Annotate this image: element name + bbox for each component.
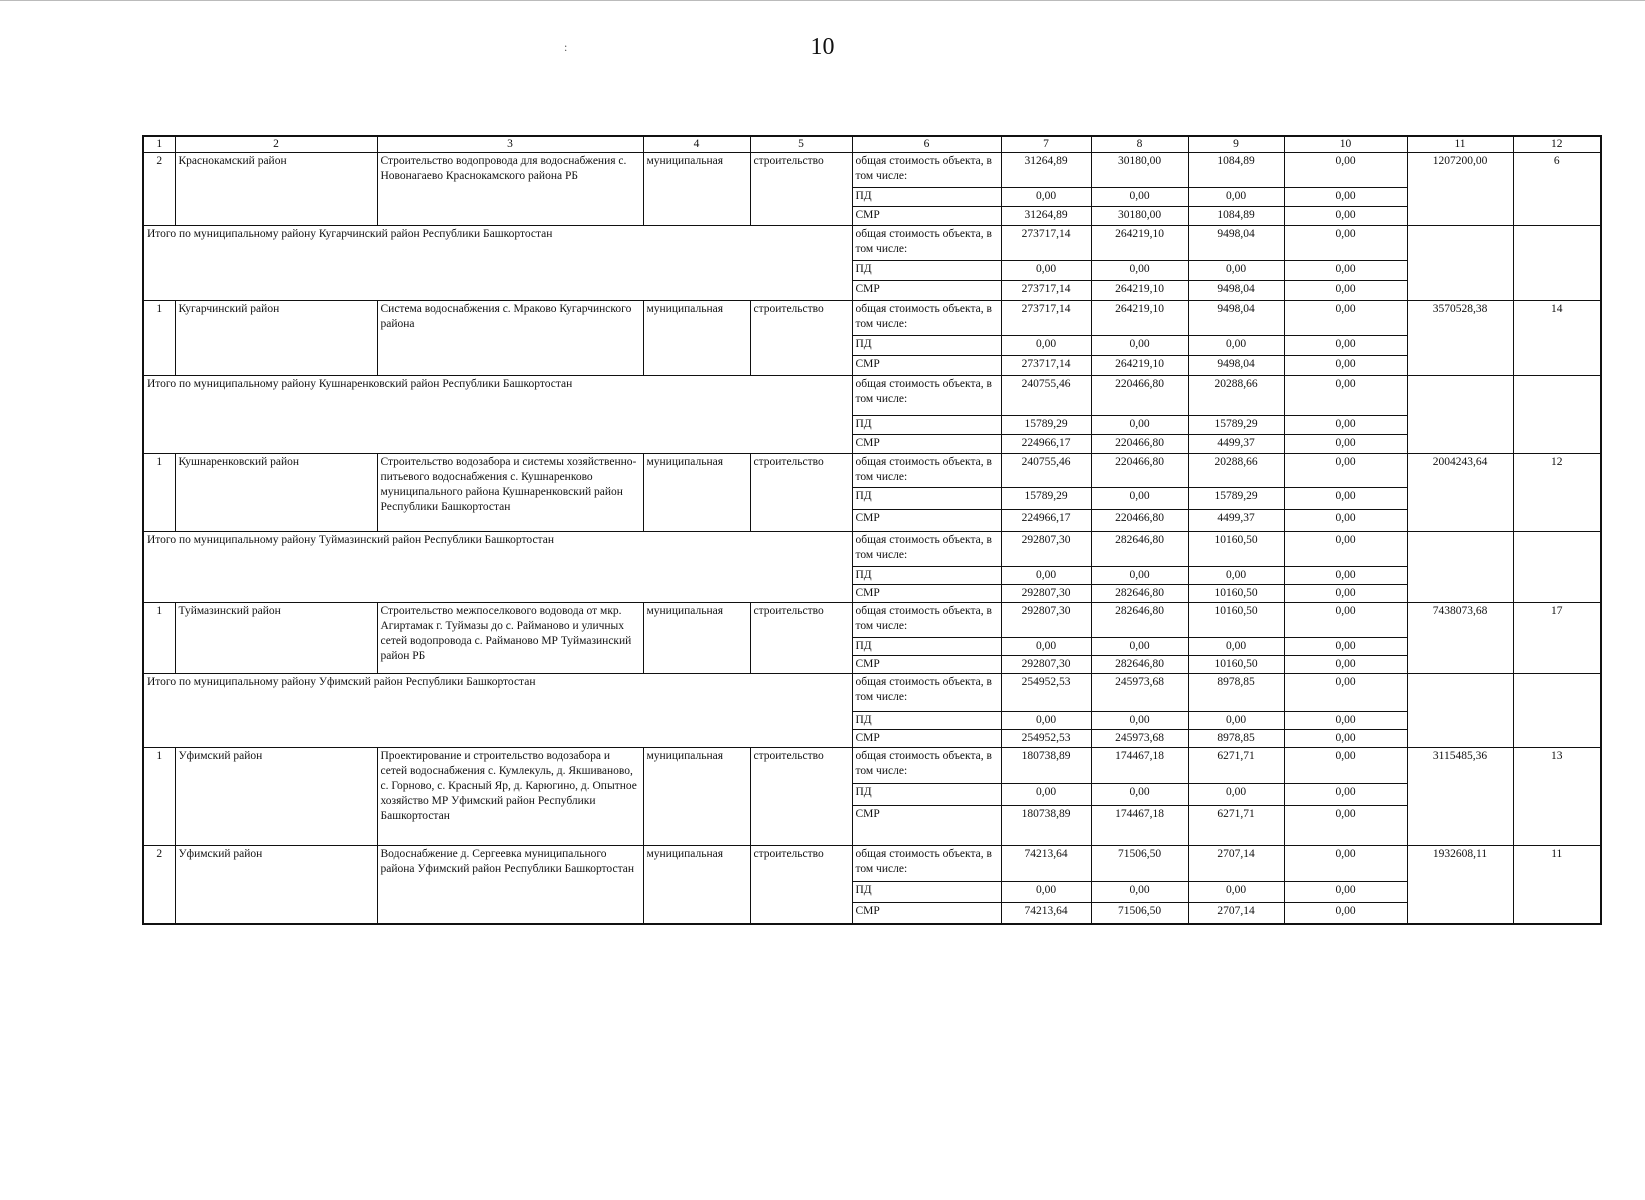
- registry-table: [142, 135, 1602, 925]
- work-type-cell: строительство: [750, 153, 852, 226]
- amount-col-10: 0,00: [1284, 488, 1407, 510]
- amount-col-9: 0,00: [1188, 638, 1284, 656]
- header-row: [143, 136, 1601, 153]
- smr-label: СМР: [852, 281, 1001, 301]
- amount-col-7: 74213,64: [1001, 846, 1091, 882]
- amount-col-8: 0,00: [1091, 784, 1188, 806]
- amount-col-10: 0,00: [1284, 376, 1407, 416]
- amount-col-8: 0,00: [1091, 336, 1188, 356]
- amount-col-10: 0,00: [1284, 301, 1407, 336]
- amount-col-8: 174467,18: [1091, 748, 1188, 784]
- amount-col-7: 273717,14: [1001, 356, 1091, 376]
- amount-col-10: 0,00: [1284, 656, 1407, 674]
- amount-col-10: 0,00: [1284, 356, 1407, 376]
- amount-col-8: 0,00: [1091, 488, 1188, 510]
- pd-label: ПД: [852, 261, 1001, 281]
- amount-col-10: 0,00: [1284, 207, 1407, 226]
- col12-empty: [1513, 226, 1601, 301]
- col11-value: 3115485,36: [1407, 748, 1513, 846]
- smr-label: СМР: [852, 730, 1001, 748]
- object-name-cell: Система водоснабжения с. Мраково Кугарчинского района: [377, 301, 643, 376]
- col11-empty: [1407, 532, 1513, 603]
- work-type-cell: строительство: [750, 748, 852, 846]
- col12-value: 6: [1513, 153, 1601, 226]
- amount-col-7: 31264,89: [1001, 153, 1091, 188]
- subtotal-row: [143, 226, 1601, 261]
- district-cell: Кугарчинский район: [175, 301, 377, 376]
- amount-col-8: 282646,80: [1091, 585, 1188, 603]
- amount-col-8: 264219,10: [1091, 356, 1188, 376]
- page-mark: :: [564, 40, 568, 54]
- amount-col-9: 10160,50: [1188, 585, 1284, 603]
- object-row: [143, 153, 1601, 188]
- amount-col-10: 0,00: [1284, 882, 1407, 903]
- amount-col-8: 30180,00: [1091, 153, 1188, 188]
- subtotal-title-cell: Итого по муниципальному району Уфимский район Республики Башкортостан: [143, 674, 852, 748]
- amount-col-8: 220466,80: [1091, 376, 1188, 416]
- col11-empty: [1407, 376, 1513, 454]
- amount-col-10: 0,00: [1284, 188, 1407, 207]
- amount-col-8: 0,00: [1091, 638, 1188, 656]
- column-header-10: 10: [1284, 136, 1407, 153]
- column-header-6: 6: [852, 136, 1001, 153]
- amount-col-7: 240755,46: [1001, 454, 1091, 488]
- ownership-cell: муниципальная: [643, 748, 750, 846]
- pd-label: ПД: [852, 567, 1001, 585]
- row-number: 2: [143, 846, 175, 924]
- amount-col-9: 0,00: [1188, 188, 1284, 207]
- amount-col-9: 9498,04: [1188, 226, 1284, 261]
- amount-col-7: 0,00: [1001, 882, 1091, 903]
- smr-label: СМР: [852, 806, 1001, 846]
- pd-label: ПД: [852, 416, 1001, 435]
- col11-value: 3570528,38: [1407, 301, 1513, 376]
- column-header-2: 2: [175, 136, 377, 153]
- amount-col-7: 74213,64: [1001, 903, 1091, 924]
- amount-col-9: 0,00: [1188, 567, 1284, 585]
- amount-col-7: 240755,46: [1001, 376, 1091, 416]
- work-type-cell: строительство: [750, 454, 852, 532]
- amount-col-9: 6271,71: [1188, 748, 1284, 784]
- column-header-8: 8: [1091, 136, 1188, 153]
- col12-value: 17: [1513, 603, 1601, 674]
- amount-col-8: 0,00: [1091, 188, 1188, 207]
- amount-col-9: 1084,89: [1188, 153, 1284, 188]
- amount-col-7: 0,00: [1001, 567, 1091, 585]
- amount-col-7: 254952,53: [1001, 674, 1091, 712]
- object-row: [143, 454, 1601, 488]
- amount-col-8: 0,00: [1091, 567, 1188, 585]
- amount-col-9: 4499,37: [1188, 510, 1284, 532]
- col11-value: 1932608,11: [1407, 846, 1513, 924]
- amount-col-9: 8978,85: [1188, 674, 1284, 712]
- amount-col-7: 224966,17: [1001, 510, 1091, 532]
- amount-col-9: 6271,71: [1188, 806, 1284, 846]
- amount-col-8: 0,00: [1091, 712, 1188, 730]
- col11-value: 2004243,64: [1407, 454, 1513, 532]
- pd-label: ПД: [852, 882, 1001, 903]
- amount-col-10: 0,00: [1284, 281, 1407, 301]
- total-cost-label: общая стоимость объекта, в том числе:: [852, 226, 1001, 261]
- amount-col-9: 10160,50: [1188, 603, 1284, 638]
- amount-col-10: 0,00: [1284, 435, 1407, 454]
- row-number: 1: [143, 454, 175, 532]
- amount-col-7: 180738,89: [1001, 806, 1091, 846]
- amount-col-9: 1084,89: [1188, 207, 1284, 226]
- amount-col-7: 292807,30: [1001, 656, 1091, 674]
- work-type-cell: строительство: [750, 603, 852, 674]
- subtotal-row: [143, 532, 1601, 567]
- row-number: 1: [143, 603, 175, 674]
- amount-col-9: 10160,50: [1188, 532, 1284, 567]
- amount-col-10: 0,00: [1284, 603, 1407, 638]
- amount-col-8: 220466,80: [1091, 454, 1188, 488]
- amount-col-10: 0,00: [1284, 454, 1407, 488]
- amount-col-9: 9498,04: [1188, 281, 1284, 301]
- amount-col-10: 0,00: [1284, 730, 1407, 748]
- col11-value: 7438073,68: [1407, 603, 1513, 674]
- col11-empty: [1407, 226, 1513, 301]
- amount-col-8: 282646,80: [1091, 532, 1188, 567]
- amount-col-9: 15789,29: [1188, 416, 1284, 435]
- amount-col-9: 0,00: [1188, 712, 1284, 730]
- total-cost-label: общая стоимость объекта, в том числе:: [852, 846, 1001, 882]
- amount-col-10: 0,00: [1284, 510, 1407, 532]
- amount-col-8: 220466,80: [1091, 510, 1188, 532]
- amount-col-9: 4499,37: [1188, 435, 1284, 454]
- amount-col-10: 0,00: [1284, 674, 1407, 712]
- amount-col-9: 9498,04: [1188, 301, 1284, 336]
- district-cell: Туймазинский район: [175, 603, 377, 674]
- amount-col-8: 0,00: [1091, 416, 1188, 435]
- column-header-7: 7: [1001, 136, 1091, 153]
- total-cost-label: общая стоимость объекта, в том числе:: [852, 674, 1001, 712]
- amount-col-7: 273717,14: [1001, 301, 1091, 336]
- subtotal-row: [143, 674, 1601, 712]
- smr-label: СМР: [852, 356, 1001, 376]
- amount-col-10: 0,00: [1284, 806, 1407, 846]
- district-cell: Уфимский район: [175, 846, 377, 924]
- row-number: 1: [143, 301, 175, 376]
- pd-label: ПД: [852, 488, 1001, 510]
- col12-empty: [1513, 376, 1601, 454]
- amount-col-8: 264219,10: [1091, 301, 1188, 336]
- amount-col-8: 71506,50: [1091, 846, 1188, 882]
- amount-col-9: 0,00: [1188, 261, 1284, 281]
- amount-col-9: 0,00: [1188, 882, 1284, 903]
- column-header-4: 4: [643, 136, 750, 153]
- amount-col-10: 0,00: [1284, 153, 1407, 188]
- amount-col-9: 0,00: [1188, 336, 1284, 356]
- object-name-cell: Водоснабжение д. Сергеевка муниципального района Уфимский район Республики Башкортостан: [377, 846, 643, 924]
- amount-col-8: 30180,00: [1091, 207, 1188, 226]
- amount-col-8: 264219,10: [1091, 281, 1188, 301]
- amount-col-10: 0,00: [1284, 567, 1407, 585]
- column-header-12: 12: [1513, 136, 1601, 153]
- amount-col-7: 31264,89: [1001, 207, 1091, 226]
- ownership-cell: муниципальная: [643, 603, 750, 674]
- object-row: [143, 846, 1601, 882]
- object-name-cell: Строительство межпоселкового водовода от мкр. Агиртамак г. Туймазы до с. Райманово и уличных сетей водопровода с. Райманово МР Туймазинский район РБ: [377, 603, 643, 674]
- amount-col-8: 245973,68: [1091, 730, 1188, 748]
- ownership-cell: муниципальная: [643, 301, 750, 376]
- amount-col-10: 0,00: [1284, 226, 1407, 261]
- object-name-cell: Проектирование и строительство водозабора и сетей водоснабжения с. Кумлекуль, д. Якшиваново, с. Горново, с. Красный Яр, д. Карюгино, д. Опытное хозяйство МР Уфимский район Республики Башкортостан: [377, 748, 643, 846]
- district-cell: Уфимский район: [175, 748, 377, 846]
- column-header-5: 5: [750, 136, 852, 153]
- amount-col-10: 0,00: [1284, 712, 1407, 730]
- amount-col-10: 0,00: [1284, 532, 1407, 567]
- column-header-11: 11: [1407, 136, 1513, 153]
- amount-col-10: 0,00: [1284, 903, 1407, 924]
- amount-col-7: 15789,29: [1001, 488, 1091, 510]
- amount-col-10: 0,00: [1284, 336, 1407, 356]
- pd-label: ПД: [852, 336, 1001, 356]
- subtotal-title-cell: Итого по муниципальному району Туймазинский район Республики Башкортостан: [143, 532, 852, 603]
- pd-label: ПД: [852, 784, 1001, 806]
- amount-col-7: 292807,30: [1001, 585, 1091, 603]
- amount-col-10: 0,00: [1284, 748, 1407, 784]
- top-edge-line: [0, 0, 1645, 1]
- ownership-cell: муниципальная: [643, 846, 750, 924]
- smr-label: СМР: [852, 903, 1001, 924]
- col11-empty: [1407, 674, 1513, 748]
- total-cost-label: общая стоимость объекта, в том числе:: [852, 748, 1001, 784]
- ownership-cell: муниципальная: [643, 454, 750, 532]
- total-cost-label: общая стоимость объекта, в том числе:: [852, 376, 1001, 416]
- row-number: 2: [143, 153, 175, 226]
- col12-value: 11: [1513, 846, 1601, 924]
- amount-col-7: 0,00: [1001, 712, 1091, 730]
- amount-col-10: 0,00: [1284, 416, 1407, 435]
- total-cost-label: общая стоимость объекта, в том числе:: [852, 153, 1001, 188]
- work-type-cell: строительство: [750, 301, 852, 376]
- amount-col-9: 2707,14: [1188, 903, 1284, 924]
- smr-label: СМР: [852, 585, 1001, 603]
- amount-col-7: 15789,29: [1001, 416, 1091, 435]
- col12-empty: [1513, 532, 1601, 603]
- object-row: [143, 748, 1601, 784]
- amount-col-7: 273717,14: [1001, 281, 1091, 301]
- total-cost-label: общая стоимость объекта, в том числе:: [852, 603, 1001, 638]
- amount-col-7: 0,00: [1001, 188, 1091, 207]
- amount-col-7: 273717,14: [1001, 226, 1091, 261]
- subtotal-title-cell: Итого по муниципальному району Кугарчинский район Республики Башкортостан: [143, 226, 852, 301]
- amount-col-10: 0,00: [1284, 638, 1407, 656]
- amount-col-7: 0,00: [1001, 336, 1091, 356]
- amount-col-7: 224966,17: [1001, 435, 1091, 454]
- amount-col-10: 0,00: [1284, 585, 1407, 603]
- amount-col-10: 0,00: [1284, 846, 1407, 882]
- amount-col-8: 0,00: [1091, 882, 1188, 903]
- amount-col-8: 282646,80: [1091, 603, 1188, 638]
- amount-col-7: 254952,53: [1001, 730, 1091, 748]
- amount-col-7: 0,00: [1001, 638, 1091, 656]
- district-cell: Краснокамский район: [175, 153, 377, 226]
- object-name-cell: Строительство водозабора и системы хозяйственно-питьевого водоснабжения с. Кушнаренково муниципального района Кушнаренковский район Республики Башкортостан: [377, 454, 643, 532]
- amount-col-9: 20288,66: [1188, 376, 1284, 416]
- amount-col-9: 2707,14: [1188, 846, 1284, 882]
- column-header-9: 9: [1188, 136, 1284, 153]
- amount-col-9: 9498,04: [1188, 356, 1284, 376]
- col12-value: 13: [1513, 748, 1601, 846]
- smr-label: СМР: [852, 435, 1001, 454]
- amount-col-7: 292807,30: [1001, 603, 1091, 638]
- total-cost-label: общая стоимость объекта, в том числе:: [852, 532, 1001, 567]
- amount-col-8: 174467,18: [1091, 806, 1188, 846]
- amount-col-9: 10160,50: [1188, 656, 1284, 674]
- total-cost-label: общая стоимость объекта, в том числе:: [852, 301, 1001, 336]
- column-header-1: 1: [143, 136, 175, 153]
- column-header-3: 3: [377, 136, 643, 153]
- district-cell: Кушнаренковский район: [175, 454, 377, 532]
- pd-label: ПД: [852, 712, 1001, 730]
- amount-col-10: 0,00: [1284, 261, 1407, 281]
- amount-col-7: 180738,89: [1001, 748, 1091, 784]
- smr-label: СМР: [852, 510, 1001, 532]
- pd-label: ПД: [852, 638, 1001, 656]
- work-type-cell: строительство: [750, 846, 852, 924]
- col12-value: 12: [1513, 454, 1601, 532]
- amount-col-8: 245973,68: [1091, 674, 1188, 712]
- col11-value: 1207200,00: [1407, 153, 1513, 226]
- total-cost-label: общая стоимость объекта, в том числе:: [852, 454, 1001, 488]
- smr-label: СМР: [852, 656, 1001, 674]
- amount-col-10: 0,00: [1284, 784, 1407, 806]
- object-row: [143, 301, 1601, 336]
- col12-value: 14: [1513, 301, 1601, 376]
- amount-col-9: 8978,85: [1188, 730, 1284, 748]
- amount-col-9: 0,00: [1188, 784, 1284, 806]
- ownership-cell: муниципальная: [643, 153, 750, 226]
- registry-table-body: [143, 136, 1601, 924]
- amount-col-8: 220466,80: [1091, 435, 1188, 454]
- amount-col-8: 0,00: [1091, 261, 1188, 281]
- amount-col-8: 71506,50: [1091, 903, 1188, 924]
- amount-col-9: 15789,29: [1188, 488, 1284, 510]
- row-number: 1: [143, 748, 175, 846]
- object-row: [143, 603, 1601, 638]
- page-number: 10: [810, 34, 835, 60]
- subtotal-title-cell: Итого по муниципальному району Кушнаренковский район Республики Башкортостан: [143, 376, 852, 454]
- object-name-cell: Строительство водопровода для водоснабжения с. Новонагаево Краснокамского района РБ: [377, 153, 643, 226]
- amount-col-8: 282646,80: [1091, 656, 1188, 674]
- col12-empty: [1513, 674, 1601, 748]
- smr-label: СМР: [852, 207, 1001, 226]
- amount-col-9: 20288,66: [1188, 454, 1284, 488]
- amount-col-7: 0,00: [1001, 784, 1091, 806]
- subtotal-row: [143, 376, 1601, 416]
- amount-col-7: 292807,30: [1001, 532, 1091, 567]
- amount-col-8: 264219,10: [1091, 226, 1188, 261]
- amount-col-7: 0,00: [1001, 261, 1091, 281]
- pd-label: ПД: [852, 188, 1001, 207]
